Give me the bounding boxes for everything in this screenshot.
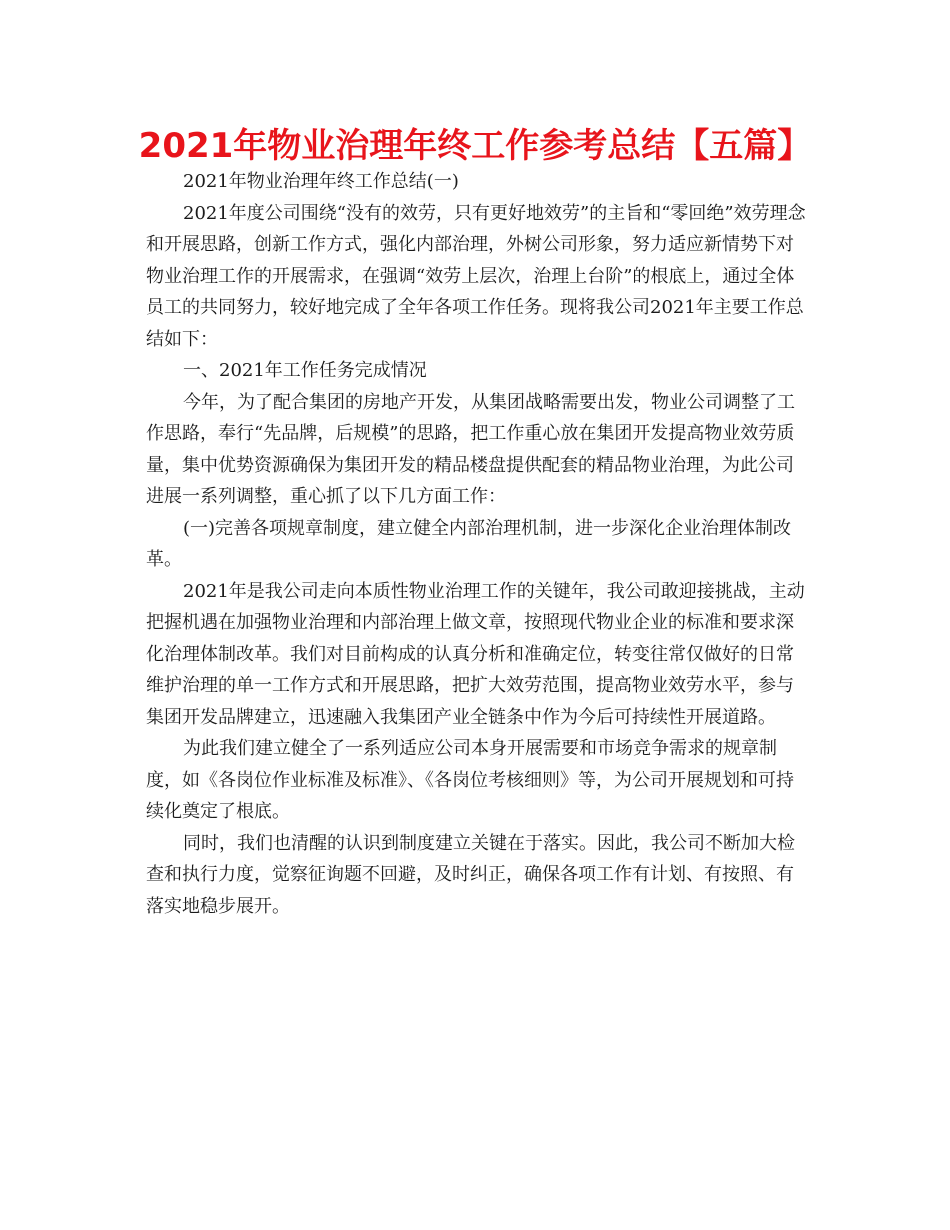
paragraph-intro: 2021年度公司围绕“没有的效劳，只有更好地效劳”的主旨和“零回绝”效劳理念和开展思路，创新工作方式，强化内部治理，外树公司形象，努力适应新情势下对物业治理工作的开展需求，在强调“效劳上层次，治理上台阶”的根底上，通过全体员工的共同努力，较好地完成了全年各项工作任务。现将我公司2021年主要工作总结如下： [146, 202, 806, 350]
section-heading-1: 一、2021年工作任务完成情况 [183, 360, 427, 381]
document-body [146, 166, 806, 922]
paragraph-reform: 2021年是我公司走向本质性物业治理工作的关键年，我公司敢迎接挑战，主动把握机遇在加强物业治理和内部治理上做文章，按照现代物业企业的标准和要求深化治理体制改革。我们对目前构成的认真分析和准确定位，转变往常仅做好的日常维护治理的单一工作方式和开展思路，把扩大效劳范围，提高物业效劳水平，参与集团开发品牌建立，迅速融入我集团产业全链条中作为今后可持续性开展道路。 [146, 580, 805, 728]
paragraph-implementation: 同时，我们也清醒的认识到制度建立关键在于落实。因此，我公司不断加大检查和执行力度，觉察征询题不回避，及时纠正，确保各项工作有计划、有按照、有落实地稳步展开。 [146, 832, 795, 917]
paragraph-rules: 为此我们建立健全了一系列适应公司本身开展需要和市场竞争需求的规章制度，如《各岗位作业标准及标准》、《各岗位考核细则》等，为公司开展规划和可持续化奠定了根底。 [146, 738, 794, 822]
paragraph-adjustment: 今年，为了配合集团的房地产开发，从集团战略需要出发，物业公司调整了工作思路，奉行“先品牌，后规模”的思路，把工作重心放在集团开发提高物业效劳质量，集中优势资源确保为集团开发的精品楼盘提供配套的精品物业治理，为此公司进展一系列调整，重心抓了以下几方面工作： [146, 391, 795, 507]
document-title: 2021年物业治理年终工作参考总结【五篇】 [138, 126, 812, 166]
section-heading: 2021年物业治理年终工作总结(一) [183, 171, 459, 192]
subsection-heading-1: (一)完善各项规章制度，建立健全内部治理机制，进一步深化企业治理体制改革。 [146, 517, 792, 570]
